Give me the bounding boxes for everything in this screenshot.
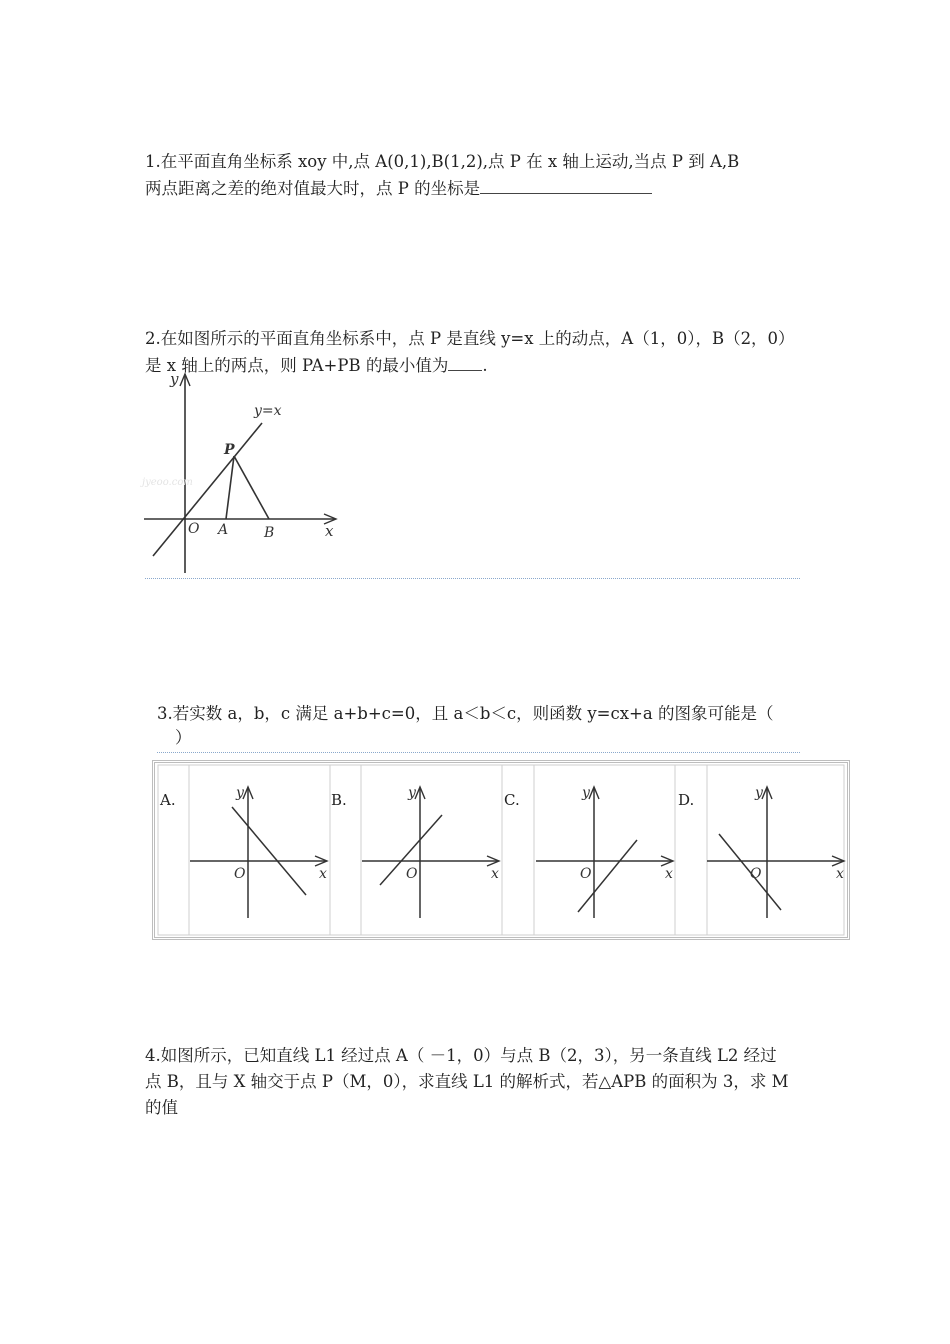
question-1-line-2: [145, 175, 652, 202]
option-a-graph: [188, 780, 333, 925]
question-2-figure: [140, 368, 350, 576]
option-c-label: C.: [504, 791, 520, 809]
x-label: x: [319, 866, 327, 882]
x-label: x: [836, 866, 844, 882]
question-3-line-1: 3.若实数 a，b，c 满足 a+b+c=0，且 a＜b＜c，则函数 y=cx+a 的图象可能是（: [157, 704, 774, 723]
option-b-graph: [360, 780, 505, 925]
origin-label: O: [406, 866, 418, 882]
divider: [145, 578, 800, 579]
x-axis-label: x: [325, 522, 334, 540]
answer-blank: [448, 352, 482, 371]
answer-blank: [480, 175, 652, 194]
question-2-period: .: [482, 356, 488, 375]
y-label: y: [755, 785, 763, 801]
option-a-label: A.: [160, 791, 176, 809]
question-1-text: 两点距离之差的绝对值最大时，点 P 的坐标是: [145, 179, 481, 198]
origin-label: O: [580, 866, 592, 882]
line-y-equals-x: [153, 423, 262, 556]
option-b-label: B.: [331, 791, 347, 809]
option-d-label: D.: [678, 791, 695, 809]
y-label: y: [582, 785, 590, 801]
point-p-label: P: [224, 442, 235, 458]
origin-label: O: [188, 521, 200, 537]
y-axis-label: y: [170, 370, 179, 388]
option-d-graph: [705, 780, 850, 925]
y-label: y: [408, 785, 416, 801]
divider: [157, 752, 800, 753]
question-3-line-2: ）: [175, 728, 192, 747]
question-4-line-3: 的值: [145, 1098, 178, 1117]
question-1-line-1: 1.在平面直角坐标系 xoy 中,点 A(0,1),B(1,2),点 P 在 x 轴上运动,当点 P 到 A,B: [145, 152, 740, 171]
line-label: y=x: [254, 403, 282, 419]
question-4-line-2: 点 B，且与 X 轴交于点 P（M，0），求直线 L1 的解析式，若△APB 的面积为 3，求 M: [145, 1072, 789, 1091]
point-b-label: B: [264, 525, 275, 541]
x-label: x: [491, 866, 499, 882]
origin-label: O: [750, 866, 762, 882]
x-label: x: [665, 866, 673, 882]
option-c-graph: [534, 780, 679, 925]
segment-pb: [234, 456, 269, 519]
origin-label: O: [234, 866, 246, 882]
question-2-text: 是 x 轴上的两点，则 PA+PB 的最小值为: [145, 356, 449, 375]
watermark: jyeoo.com: [142, 477, 193, 488]
question-2-line-1: 2.在如图所示的平面直角坐标系中，点 P 是直线 y=x 上的动点，A（1，0），B（2，0）: [145, 329, 795, 348]
point-a-label: A: [218, 522, 229, 538]
y-label: y: [236, 785, 244, 801]
question-4-line-1: 4.如图所示，已知直线 L1 经过点 A（ －1，0）与点 B（2，3），另一条直线 L2 经过: [145, 1046, 777, 1065]
